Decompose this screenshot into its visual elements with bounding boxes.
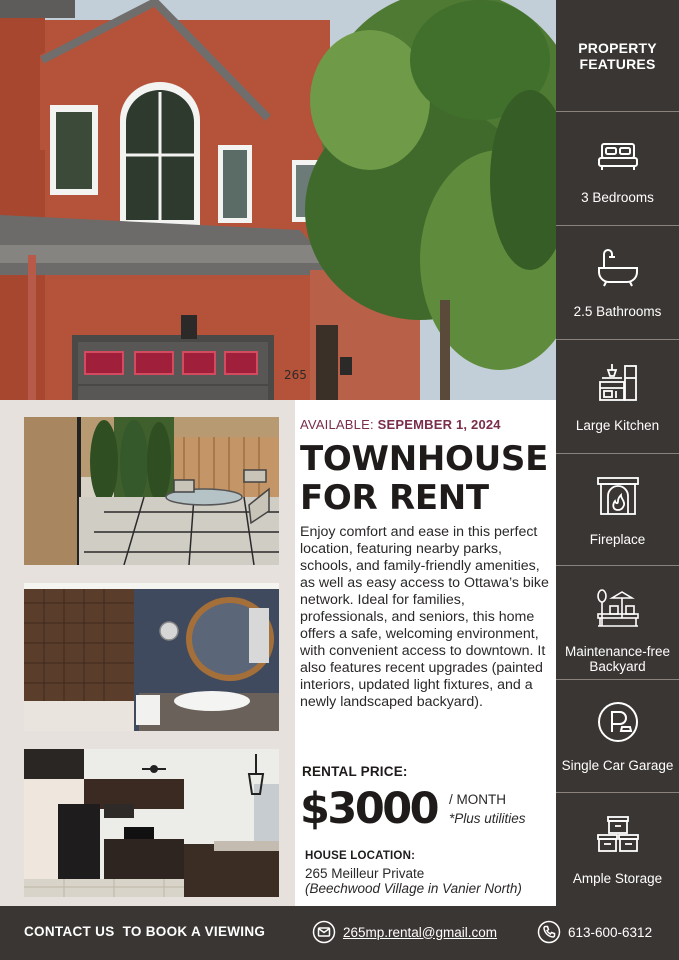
feature-label: 3 Bedrooms: [581, 190, 654, 205]
feature-garage: [556, 680, 679, 793]
svg-text:265: 265: [284, 368, 307, 382]
phone-number[interactable]: 613-600-6312: [568, 924, 653, 940]
feature-label: Large Kitchen: [575, 418, 660, 433]
feature-label: Single Car Garage: [561, 758, 674, 773]
email-icon: [312, 920, 336, 944]
neighbourhood: (Beechwood Village in Vanier North): [305, 881, 522, 896]
parking-icon: [594, 698, 642, 746]
contact-footer: [0, 906, 679, 960]
backyard-icon: [594, 584, 642, 632]
feature-backyard: [556, 566, 679, 680]
features-title: PROPERTY FEATURES: [578, 39, 657, 72]
house-exterior-photo: [0, 0, 556, 400]
kitchen-photo: [24, 749, 279, 897]
headline: TOWNHOUSE FOR RENT: [300, 439, 549, 518]
feature-label: Fireplace: [589, 532, 646, 547]
interior-photo-strip: [0, 400, 295, 906]
bathroom-photo: [24, 583, 279, 731]
location-label: HOUSE LOCATION:: [305, 850, 416, 862]
bed-icon: [594, 130, 642, 178]
feature-label: 2.5 Bathrooms: [573, 304, 662, 319]
feature-bedrooms: [556, 112, 679, 226]
phone-contact[interactable]: [537, 920, 652, 944]
utilities-note: *Plus utilities: [449, 811, 526, 826]
contact-cta: CONTACT US TO BOOK A VIEWING: [24, 924, 266, 939]
feature-fireplace: [556, 454, 679, 566]
email-link[interactable]: 265mp.rental@gmail.com: [343, 924, 498, 940]
address: 265 Meilleur Private: [305, 866, 425, 881]
kitchen-icon: [594, 358, 642, 406]
feature-storage: [556, 793, 679, 906]
feature-label: Ample Storage: [572, 871, 663, 886]
feature-label: Maintenance-free Backyard: [564, 644, 671, 674]
availability-date: SEPEMBER 1, 2024: [377, 417, 501, 432]
availability-prefix: AVAILABLE:: [300, 417, 378, 432]
listing-info-panel: [295, 400, 556, 906]
rental-price-label: RENTAL PRICE:: [302, 764, 408, 779]
bathtub-icon: [594, 244, 642, 292]
email-contact[interactable]: [312, 920, 497, 944]
feature-kitchen: [556, 340, 679, 454]
property-features-sidebar: [556, 0, 679, 906]
availability-line: [300, 417, 501, 432]
storage-boxes-icon: [594, 811, 642, 859]
backyard-patio-photo: [24, 417, 279, 565]
feature-bathrooms: [556, 226, 679, 340]
description: Enjoy comfort and ease in this perfect location, featuring nearby parks, schools, and family-friendly amenities, as well as easy access to Ottawa’s bike network. Ideal for families, professionals, and seniors, this home offers a safe, welcoming environment, with convenient access to downtown. It also features recent upgrades (painted interiors, updated light fixtures, and a newly landscaped backyard).: [300, 524, 549, 710]
features-header: [556, 0, 679, 112]
price-value: $3000: [300, 784, 438, 834]
phone-icon: [537, 920, 561, 944]
per-month-label: / MONTH: [449, 792, 506, 807]
fireplace-icon: [594, 472, 642, 520]
